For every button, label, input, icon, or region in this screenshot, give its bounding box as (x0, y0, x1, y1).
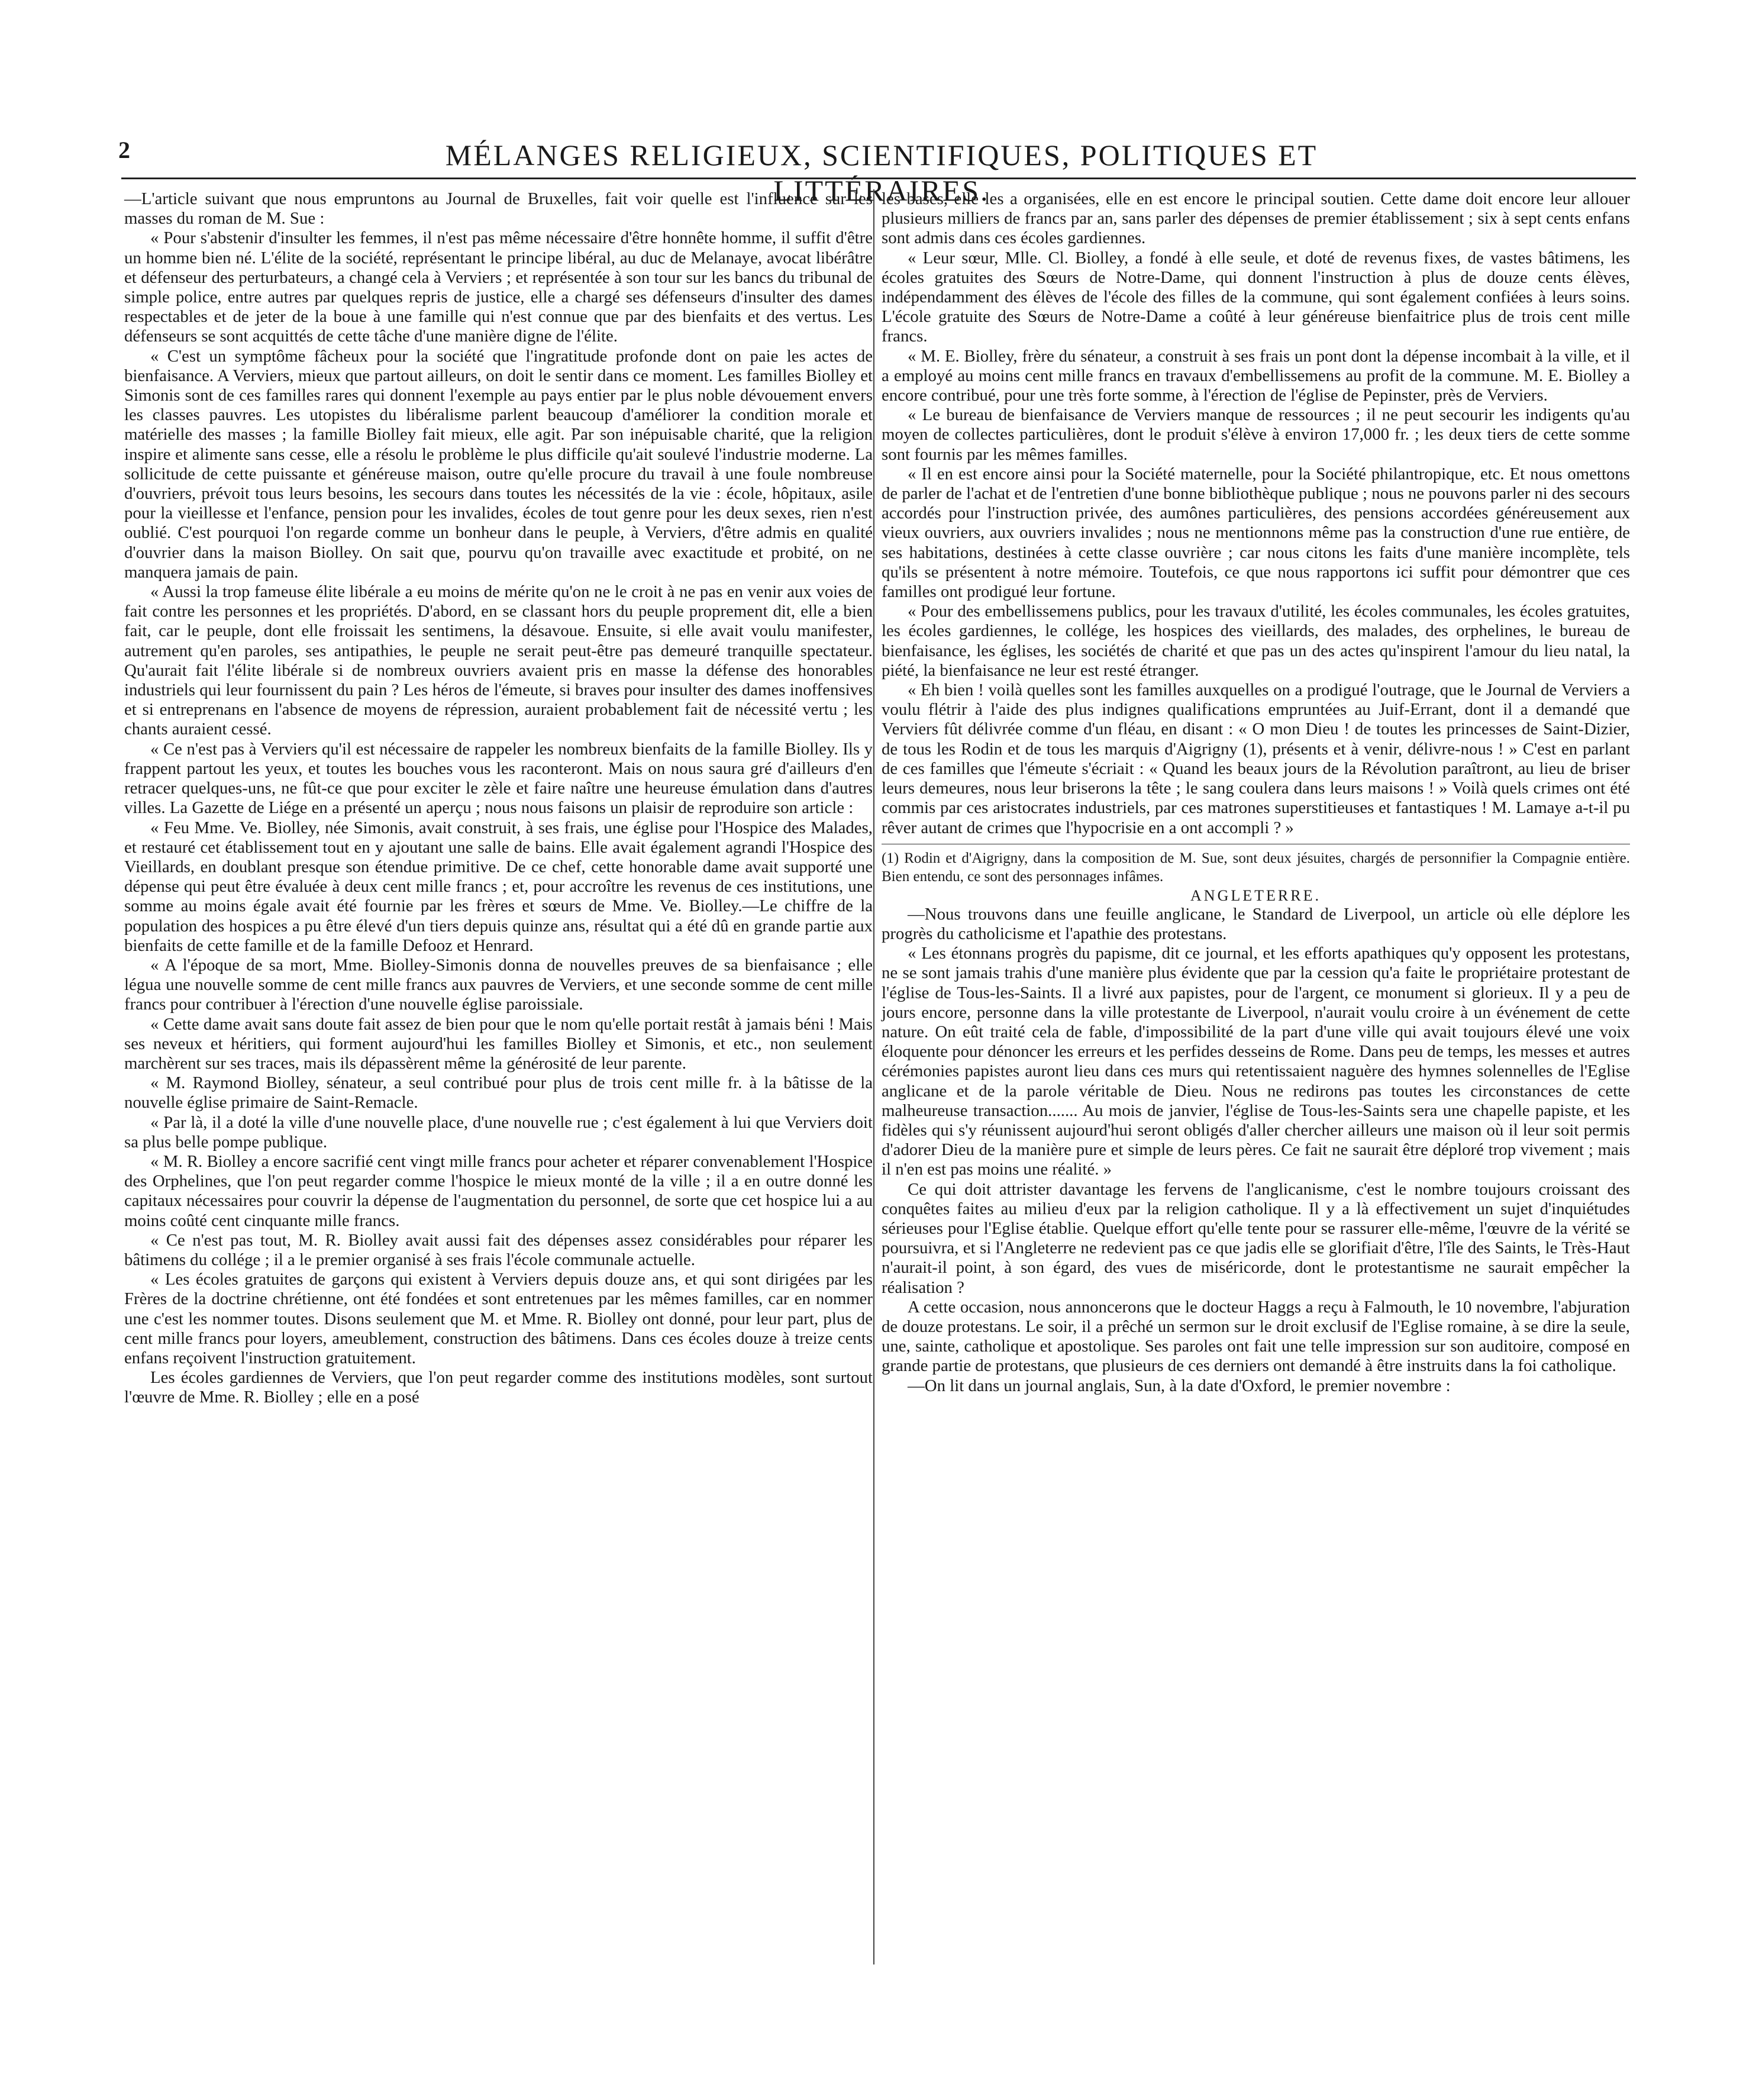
article-paragraph: « Eh bien ! voilà quelles sont les familles auxquelles on a prodigué l'outrage, que le Journal de Verviers a voulu flétrir à l'aide des plus indignes qualifications empruntées au Juif-Errant, dont il a demandé que Verviers fût délivrée comme d'un fléau, en disant : « O mon Dieu ! de toutes les princesses de Saint-Dizier, de tous les Rodin et de tous les marquis d'Aigrigny (1), présents et à venir, délivre-nous ! » C'est en parlant de ces familles que l'émeute s'écriait : « Quand les beaux jours de la Révolution paraîtront, au lieu de briser leurs demeures, nous leur briserons la tête ; le sang coulera dans leurs maisons ! » Voilà quels crimes ont été commis par ces aristocrates industriels, par ces matrones superstitieuses et fantastiques ! M. Lamaye a-t-il pu rêver autant de crimes que l'hypocrisie en a ont accompli ? » (882, 680, 1630, 837)
section-heading: ANGLETERRE. (1190, 886, 1321, 904)
article-paragraph: —On lit dans un journal anglais, Sun, à la date d'Oxford, le premier novembre : (908, 1376, 1451, 1395)
article-paragraph: « Cette dame avait sans doute fait assez de bien pour que le nom qu'elle portait restât à jamais béni ! Mais ses neveux et héritiers, qui forment aujourd'hui les familles Biolley et Simonis, et etc., non seulement marchèrent sur ses traces, mais ils dépassèrent même la générosité de leur parente. (124, 1014, 873, 1073)
page-number: 2 (118, 137, 130, 163)
article-paragraph: « Aussi la trop fameuse élite libérale a eu moins de mérite qu'on ne le croit à ne pas en venir aux voies de fait contre les personnes et les propriétés. D'abord, en se classant hors du peuple proprement dit, elle a bien fait, car le peuple, dont elle froissait les sentimens, la désavoue. Ensuite, si elle avait voulu manifester, autrement qu'en paroles, ses antipathies, le peuple ne serait peut-être pas demeuré tranquille spectateur. Qu'aurait fait l'élite libérale si de nombreux ouvriers avaient pris en masse la défense des honorables industriels qui leur fournissent du pain ? Les héros de l'émeute, si braves pour insulter des dames inoffensives et si entreprenans en l'absence de moyens de répression, auraient probablement fait de nécessité vertu ; les chants auraient cessé. (124, 582, 873, 739)
article-paragraph: « Pour des embellissemens publics, pour les travaux d'utilité, les écoles communales, les écoles gratuites, les écoles gardiennes, le collége, les hospices des vieillards, des malades, des orphelines, le bureau de bienfaisance, les églises, les sociétés de charité et que pas un des actes qu'inspirent l'amour du lieu natal, la piété, la bienfaisance ne leur est resté étranger. (882, 602, 1630, 680)
article-paragraph: « Les étonnans progrès du papisme, dit ce journal, et les efforts apathiques qu'y opposent les protestans, ne se sont jamais trahis d'une manière plus évidente que par la cession qu'a faite le propriétaire protestant de l'église de Tous-les-Saints. Il a livré aux papistes, pour de l'argent, ce monument si glorieux. Il y a peu de jours encore, personne dans la ville protestante de Liverpool, n'aurait voulu croire à un événement de cette nature. On eût traité cela de fable, d'impossibilité de la part d'une ville qui avait toujours élevé une voix éloquente pour dénoncer les erreurs et les perfides desseins de Rome. Dans peu de temps, les messes et autres cérémonies papistes auront lieu dans ces murs qui retentissaient naguère des hymnes solennelles de l'Eglise anglicane et de la parole véritable de Dieu. Nous ne redirons pas toutes les circonstances de cette malheureuse transaction....... Au mois de janvier, l'église de Tous-les-Saints sera une chapelle papiste, et les fidèles qui s'y réunissent aujourd'hui seront obligés d'aller chercher ailleurs une maison où il leur soit permis d'adorer Dieu de la manière pure et simple de leurs pères. Ce fait ne saurait être déploré trop vivement ; mais il n'en est pas moins une réalité. » (882, 944, 1630, 1179)
masthead-title: MÉLANGES RELIGIEUX, SCIENTIFIQUES, POLITIQUES ET LITTÉRAIRES. (445, 138, 1318, 207)
header-rule (121, 178, 1636, 179)
article-paragraph: —L'article suivant que nous empruntons au Journal de Bruxelles, fait voir quelle est l'influence sur les masses du roman de M. Sue : (124, 189, 873, 228)
article-paragraph: A cette occasion, nous annoncerons que le docteur Haggs a reçu à Falmouth, le 10 novembre, l'abjuration de douze protestans. Le soir, il a prêché un sermon sur le droit exclusif de l'Eglise romaine, à se dire la seule, une, sainte, catholique et apostolique. Ses paroles ont fait une telle impression sur son auditoire, composé en grande partie de protestans, que plusieurs de ces derniers ont demandé à être instruits dans la foi catholique. (882, 1297, 1630, 1376)
article-paragraph: « Par là, il a doté la ville d'une nouvelle place, d'une nouvelle rue ; c'est également à lui que Verviers doit sa plus belle pompe publique. (124, 1112, 873, 1151)
right-column (882, 189, 1630, 1396)
article-paragraph: « M. R. Biolley a encore sacrifié cent vingt mille francs pour acheter et réparer convenablement l'Hospice des Orphelines, que l'on peut regarder comme l'hospice le mieux monté de la ville ; il a en outre donné les capitaux nécessaires pour couvrir la dépense de l'augmentation du personnel, de sorte que cet hospice lui a au moins coûté cent cinquante mille francs. (124, 1151, 873, 1230)
footnote: (1) Rodin et d'Aigrigny, dans la composition de M. Sue, sont deux jésuites, chargés de personnifier la Compagnie entière. Bien entendu, ce sont des personnages infâmes. (882, 844, 1630, 886)
article-paragraph: « Feu Mme. Ve. Biolley, née Simonis, avait construit, à ses frais, une église pour l'Hospice des Malades, et restauré cet établissement tout en y ajoutant une salle de bains. Elle avait également agrandi l'Hospice des Vieillards, en doublant presque son étendue primitive. De ce chef, cette honorable dame avait supporté une dépense qui peut être évaluée à deux cent mille francs ; et, pour accroître les revenus de ces institutions, une somme au moins égale avait été fournie par les frères et sœurs de Mme. Ve. Biolley.—Le chiffre de la population des hospices a pu être élevé d'un tiers depuis quinze ans, résultat qui a été dû en grande partie aux bienfaits de cette famille et de la famille Defooz et Henrard. (124, 818, 873, 955)
article-paragraph: « Les écoles gratuites de garçons qui existent à Verviers depuis douze ans, et qui sont dirigées par les Frères de la doctrine chrétienne, ont été fondées et sont entretenues par les mêmes familles, car en nommer une c'est les nommer toutes. Disons seulement que M. et Mme. R. Biolley ont donné, pour leur part, plus de cent mille francs pour loyers, ameublement, construction des bâtimens. Dans ces écoles douze à treize cents enfans reçoivent l'instruction gratuitement. (124, 1270, 873, 1367)
article-paragraph: Les écoles gardiennes de Verviers, que l'on peut regarder comme des institutions modèles, sont surtout l'œuvre de Mme. R. Biolley ; elle en a posé (124, 1368, 873, 1407)
article-paragraph: « Il en est encore ainsi pour la Société maternelle, pour la Société philantropique, etc. Et nous omettons de parler de l'achat et de l'entretien d'une bonne bibliothèque publique ; nous ne pouvons parler ni des secours accordés pour l'instruction privée, des aumônes particulières, des pensions accordées généreusement aux vieux ouvriers, aux ouvriers invalides ; nous ne mentionnons même pas la construction d'une rue entière, de ses habitations, destinées à cette classe ouvrière ; car nous citons les faits d'une manière incomplète, tels qu'ils se présentent à notre mémoire. Toutefois, ce que nous rapportons ici suffit pour démontrer que ces familles ont prodigué leur fortune. (882, 464, 1630, 602)
article-paragraph: « A l'époque de sa mort, Mme. Biolley-Simonis donna de nouvelles preuves de sa bienfaisance ; elle légua une nouvelle somme de cent mille francs aux pauvres de Verviers, et une seconde somme de cent mille francs pour contribuer à l'érection d'une nouvelle église paroissiale. (124, 955, 873, 1014)
article-paragraph: « Le bureau de bienfaisance de Verviers manque de ressources ; il ne peut secourir les indigents qu'au moyen de collectes particulières, dont le produit s'élève à environ 17,000 fr. ; les deux tiers de cette somme sont fournis par les mêmes familles. (882, 405, 1630, 464)
article-paragraph: « C'est un symptôme fâcheux pour la société que l'ingratitude profonde dont on paie les actes de bienfaisance. A Verviers, mieux que partout ailleurs, on doit le sentir dans ce moment. Les familles Biolley et Simonis sont de ces familles rares qui donnent l'exemple au pays entier par le plus noble dévouement envers les classes pauvres. Les utopistes du libéralisme parlent beaucoup d'améliorer la condition morale et matérielle des masses ; la famille Biolley fait mieux, elle agit. Par son inépuisable charité, que la religion inspire et alimente sans cesse, elle a résolu le problème le plus difficile qu'ait soulevé l'industrie moderne. La sollicitude de cette puissante et généreuse maison, outre qu'elle procure du travail à une foule nombreuse d'ouvriers, prévoit tous leurs besoins, les secours dans toutes les nécessités de la vie : école, hôpitaux, asile pour la vieillesse et l'enfance, pension pour les invalides, écoles de tout genre pour les deux sexes, rien n'est oublié. C'est pourquoi l'on regarde comme un bonheur dans le peuple, à Verviers, d'être admis en qualité d'ouvrier dans la maison Biolley. On sait que, pourvu qu'on travaille avec exactitude et probité, on ne manquera jamais de pain. (124, 346, 873, 582)
article-paragraph: les bases, elle les a organisées, elle en est encore le principal soutien. Cette dame doit encore leur allouer plusieurs milliers de francs par an, sans parler des dépenses de premier établissement ; six à sept cents enfans sont admis dans ces écoles gardiennes. (882, 189, 1630, 248)
article-paragraph: « Ce n'est pas tout, M. R. Biolley avait aussi fait des dépenses assez considérables pour réparer les bâtimens du collége ; il a le premier organisé à ses frais l'école communale actuelle. (124, 1230, 873, 1269)
article-paragraph: « Ce n'est pas à Verviers qu'il est nécessaire de rappeler les nombreux bienfaits de la famille Biolley. Ils y frappent partout les yeux, et toutes les bouches vous les raconteront. Mais on nous saura gré d'ailleurs d'en retracer quelques-uns, ne fût-ce que pour exciter le zèle et faire naître une heureuse émulation dans d'autres villes. La Gazette de Liége en a présenté un aperçu ; nous nous faisons un plaisir de reproduire son article : (124, 739, 873, 818)
article-paragraph: « Pour s'abstenir d'insulter les femmes, il n'est pas même nécessaire d'être honnête homme, il suffit d'être un homme bien né. L'élite de la société, représentant le principe libéral, au duc de Melanaye, avocat libérâtre et défenseur des perturbateurs, a changé cela à Verviers ; et représentée à son tour sur les bancs du tribunal de simple police, entre autres par quelques repris de justice, elle a chargé ses défenseurs d'insulter des dames respectables et de jeter de la boue à une famille qui n'est connue que par des bienfaits et des vertus. Les défenseurs se sont acquittés de cette tâche d'une manière digne de l'élite. (124, 228, 873, 346)
article-paragraph: —Nous trouvons dans une feuille anglicane, le Standard de Liverpool, un article où elle déplore les progrès du catholicisme et l'apathie des protestans. (882, 904, 1630, 943)
left-column (124, 189, 873, 1408)
article-paragraph: Ce qui doit attrister davantage les fervens de l'anglicanisme, c'est le nombre toujours croissant des conquêtes faites au milieu d'eux par la religion catholique. Il y a là effectivement un sujet d'inquiétudes sérieuses pour l'Eglise établie. Quelque effort qu'elle tente pour se rassurer elle-même, l'œuvre de la vérité se poursuivra, et si l'Angleterre ne redevient pas ce que jadis elle se glorifiait d'être, l'île des Saints, le Très-Haut n'aurait-il point, à son égard, des vues de miséricorde, dont le protestantisme ne saurait empêcher la réalisation ? (882, 1179, 1630, 1297)
article-paragraph: « Leur sœur, Mlle. Cl. Biolley, a fondé à elle seule, et doté de revenus fixes, de vastes bâtimens, les écoles gratuites des Sœurs de Notre-Dame, qui donnent l'instruction à plus de douze cents élèves, indépendamment des élèves de l'école des filles de la commune, qui sont également confiées à leurs soins. L'école gratuite des Sœurs de Notre-Dame a coûté à leur généreuse bienfaitrice plus de trois cent mille francs. (882, 248, 1630, 346)
article-paragraph: « M. E. Biolley, frère du sénateur, a construit à ses frais un pont dont la dépense incombait à la ville, et il a employé au moins cent mille francs en travaux d'embellissemens au profit de la commune. M. E. Biolley a encore contribué, pour une très forte somme, à l'érection de l'église de Pepinster, près de Verviers. (882, 346, 1630, 405)
article-paragraph: « M. Raymond Biolley, sénateur, a seul contribué pour plus de trois cent mille fr. à la bâtisse de la nouvelle église primaire de Saint-Remacle. (124, 1073, 873, 1112)
column-divider (873, 189, 874, 1964)
